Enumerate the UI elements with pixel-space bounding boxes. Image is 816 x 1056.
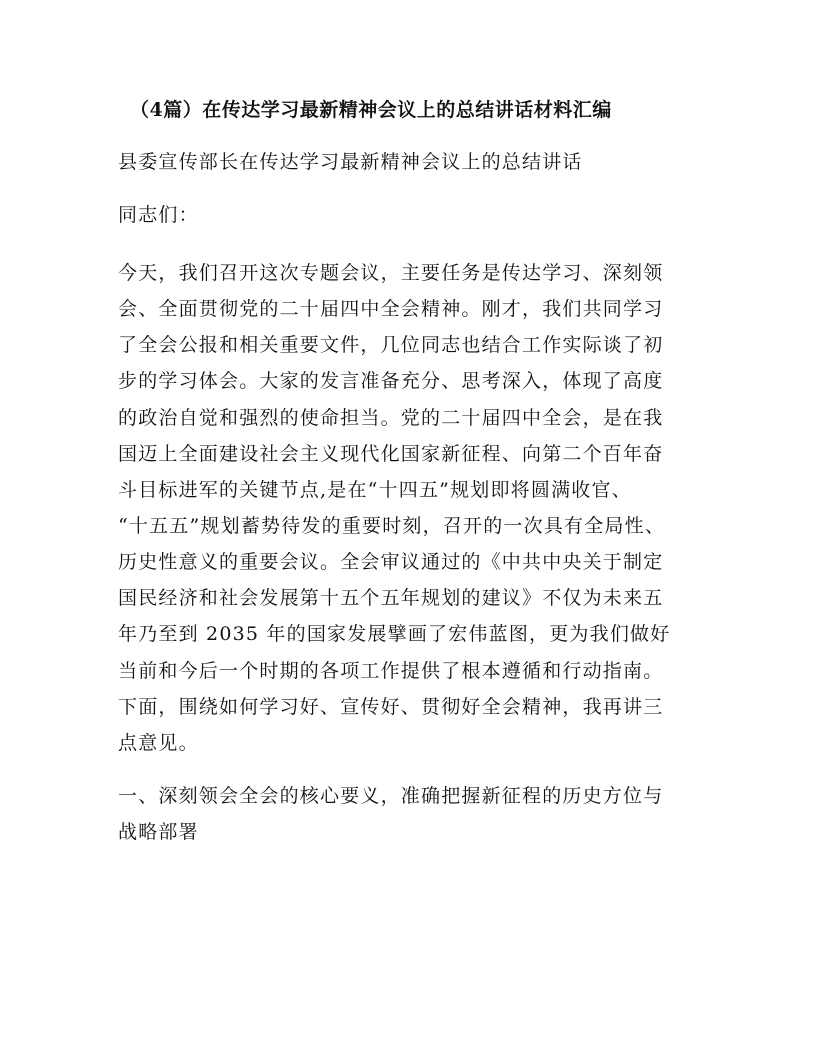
paragraph-line: 下面，围绕如何学习好、宣传好、贯彻好全会精神，我再讲三 <box>118 696 664 718</box>
document-title: （4篇）在传达学习最新精神会议上的总结讲话材料汇编 <box>130 99 612 121</box>
paragraph-line: 斗目标进军的关键节点,是在“十四五”规划即将圆满收官、 <box>118 479 632 501</box>
paragraph-line: 历史性意义的重要会议。全会审议通过的《中共中央关于制定 <box>118 551 664 573</box>
paragraph-line: 当前和今后一个时期的各项工作提供了根本遵循和行动指南。 <box>118 660 664 682</box>
document-subtitle: 县委宣传部长在传达学习最新精神会议上的总结讲话 <box>118 151 583 173</box>
paragraph-line: 步的学习体会。大家的发言准备充分、思考深入，体现了高度 <box>118 370 664 392</box>
paragraph-line: 国民经济和社会发展第十五个五年规划的建议》不仅为未来五 <box>118 587 664 609</box>
paragraph-line: 了全会公报和相关重要文件，几位同志也结合工作实际谈了初 <box>118 334 664 356</box>
paragraph-line: 会、全面贯彻党的二十届四中全会精神。刚才，我们共同学习 <box>118 298 664 320</box>
paragraph-line: 点意见。 <box>118 732 199 754</box>
paragraph-line: 的政治自觉和强烈的使命担当。党的二十届四中全会，是在我 <box>118 407 664 429</box>
paragraph-line: 今天，我们召开这次专题会议，主要任务是传达学习、深刻领 <box>118 262 664 284</box>
paragraph-line: 年乃至到 2035 年的国家发展擘画了宏伟蓝图，更为我们做好 <box>118 623 671 645</box>
salutation: 同志们： <box>118 204 199 226</box>
section-heading-line: 一、深刻领会全会的核心要义，准确把握新征程的历史方位与 <box>118 785 664 807</box>
paragraph-line: 国迈上全面建设社会主义现代化国家新征程、向第二个百年奋 <box>118 443 664 465</box>
paragraph-line: “十五五”规划蓄势待发的重要时刻，召开的一次具有全局性、 <box>118 515 666 537</box>
section-heading-line: 战略部署 <box>118 821 199 843</box>
